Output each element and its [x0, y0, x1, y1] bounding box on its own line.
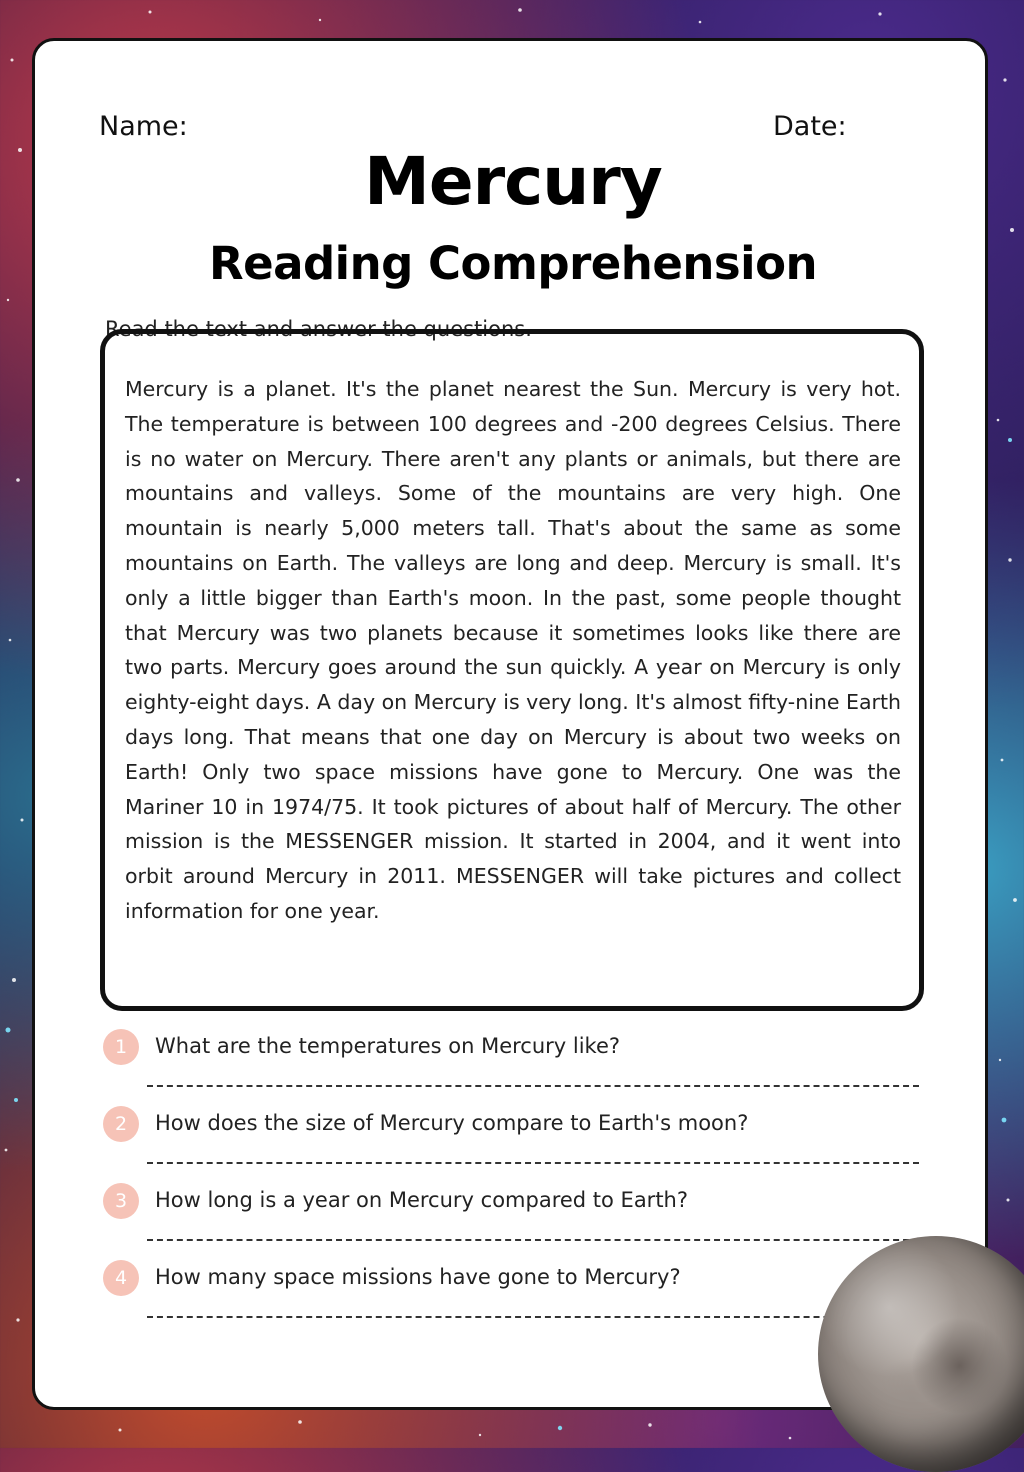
question-text: What are the temperatures on Mercury like?	[155, 1034, 621, 1058]
date-label: Date:	[773, 111, 847, 142]
question-4	[103, 1260, 923, 1338]
question-number-badge: 3	[103, 1183, 139, 1219]
answer-line[interactable]	[147, 1162, 919, 1164]
question-2	[103, 1106, 923, 1184]
name-label: Name:	[99, 111, 188, 142]
question-text: How does the size of Mercury compare to Earth's moon?	[155, 1111, 749, 1135]
question-1	[103, 1029, 923, 1107]
answer-line[interactable]	[147, 1085, 919, 1087]
answer-line[interactable]	[147, 1316, 919, 1318]
answer-line[interactable]	[147, 1239, 919, 1241]
question-number-badge: 1	[103, 1029, 139, 1065]
page-subtitle: Reading Comprehension	[208, 237, 818, 290]
question-3	[103, 1183, 923, 1261]
question-number-badge: 4	[103, 1260, 139, 1296]
question-number-badge: 2	[103, 1106, 139, 1142]
worksheet-card	[32, 38, 988, 1410]
question-text: How many space missions have gone to Mercury?	[155, 1265, 681, 1289]
question-text: How long is a year on Mercury compared to Earth?	[155, 1188, 689, 1212]
passage-text: Mercury is a planet. It's the planet nearest the Sun. Mercury is very hot. The temperature is between 100 degrees and -200 degrees Celsius. There is no water on Mercury. There aren't any plants or animals, but there are mountains and valleys. Some of the mountains are very high. One mountain is nearly 5,000 meters tall. That's about the same as some mountains on Earth. The valleys are long and deep. Mercury is small. It's only a little bigger than Earth's moon. In the past, some people thought that Mercury was two planets because it sometimes looks like there are two parts. Mercury goes around the sun quickly. A year on Mercury is only eighty-eight days. A day on Mercury is very long. It's almost fifty-nine Earth days long. That means that one day on Mercury is about two weeks on Earth! Only two space missions have gone to Mercury. One was the Mariner 10 in 1974/75. It took pictures of about half of Mercury. The other mission is the MESSENGER mission. It started in 2004, and it went into orbit around Mercury in 2011. MESSENGER will take pictures and collect information for one year.	[125, 377, 901, 923]
passage-box	[100, 329, 924, 1011]
page-title: Mercury	[364, 143, 662, 220]
instructions-text: Read the text and answer the questions.	[105, 317, 532, 341]
